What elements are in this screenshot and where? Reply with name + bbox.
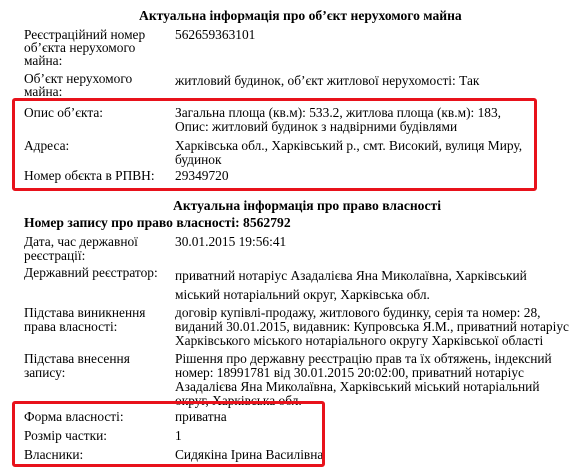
owners-label: Власники: bbox=[24, 447, 84, 462]
share-value: 1 bbox=[175, 428, 182, 443]
object-section-title: Актуальна інформація про об’єкт нерухомого майна bbox=[139, 8, 462, 23]
highlight-box-ownership bbox=[12, 401, 325, 467]
ownership-record-number: Номер запису про право власності: 8562792 bbox=[24, 215, 291, 230]
basis-value: договір купівлі-продажу, житлового будинку, серія та номер: 28, виданий 30.01.2015, видавник: Купровська Я.М., приватний нотаріус Харківського міського нотаріального округу Харківської області bbox=[175, 305, 569, 348]
description-value: Загальна площа (кв.м): 533.2, житлова площа (кв.м): 183, Опис: житловий будинок з надвірними будівлями bbox=[175, 105, 502, 134]
ownership-form-value: приватна bbox=[175, 409, 227, 424]
ownership-form-label: Форма власності: bbox=[24, 409, 124, 424]
ownership-section-title: Актуальна інформація про право власності bbox=[173, 198, 441, 213]
basis-label-1: Підстава виникнення bbox=[24, 305, 146, 320]
entry-basis-value: Рішення про державну реєстрацію прав та їх обтяжень, індексний номер: 18991781 від 30.01.2015 20:02:00, приватний нотаріус Азадалієва Яна Миколаївна, Харківський міський нотаріальний округ, Харківська обл. bbox=[175, 351, 552, 408]
date-label-1: Дата, час державної bbox=[24, 234, 138, 249]
reg-number-value: 562659363101 bbox=[175, 27, 256, 42]
address-value: Харківська обл., Харківський р., смт. Високий, вулиця Миру, будинок bbox=[175, 138, 523, 167]
address-label: Адреса: bbox=[24, 138, 70, 153]
date-label-2: реєстрації: bbox=[24, 248, 86, 263]
rpvn-label: Номер обєкта в РПВН: bbox=[24, 168, 155, 183]
share-label: Розмір частки: bbox=[24, 428, 108, 443]
entry-basis-label-1: Підстава внесення bbox=[24, 351, 130, 366]
owners-value: Сидякіна Ірина Василівна bbox=[175, 447, 324, 462]
reg-number-label-2: об’єкта нерухомого bbox=[24, 40, 136, 55]
object-type-label-1: Об’єкт нерухомого bbox=[24, 71, 133, 86]
registrar-label: Державний реєстратор: bbox=[24, 265, 158, 280]
registrar-value: приватний нотаріус Азадалієва Яна Миколаївна, Харківський міський нотаріальний округ, Харківська обл. bbox=[175, 268, 527, 302]
entry-basis-label-2: запису: bbox=[24, 365, 66, 380]
reg-number-label-1: Реєстраційний номер bbox=[24, 27, 146, 42]
rpvn-value: 29349720 bbox=[175, 168, 229, 183]
date-value: 30.01.2015 19:56:41 bbox=[175, 234, 287, 249]
basis-label-2: права власності: bbox=[24, 319, 118, 334]
object-type-value: житловий будинок, об’єкт житлової нерухомості: Так bbox=[175, 73, 480, 88]
reg-number-label-3: майна: bbox=[24, 53, 63, 68]
object-type-label-2: майна: bbox=[24, 84, 63, 99]
description-label: Опис об’єкта: bbox=[24, 105, 104, 120]
